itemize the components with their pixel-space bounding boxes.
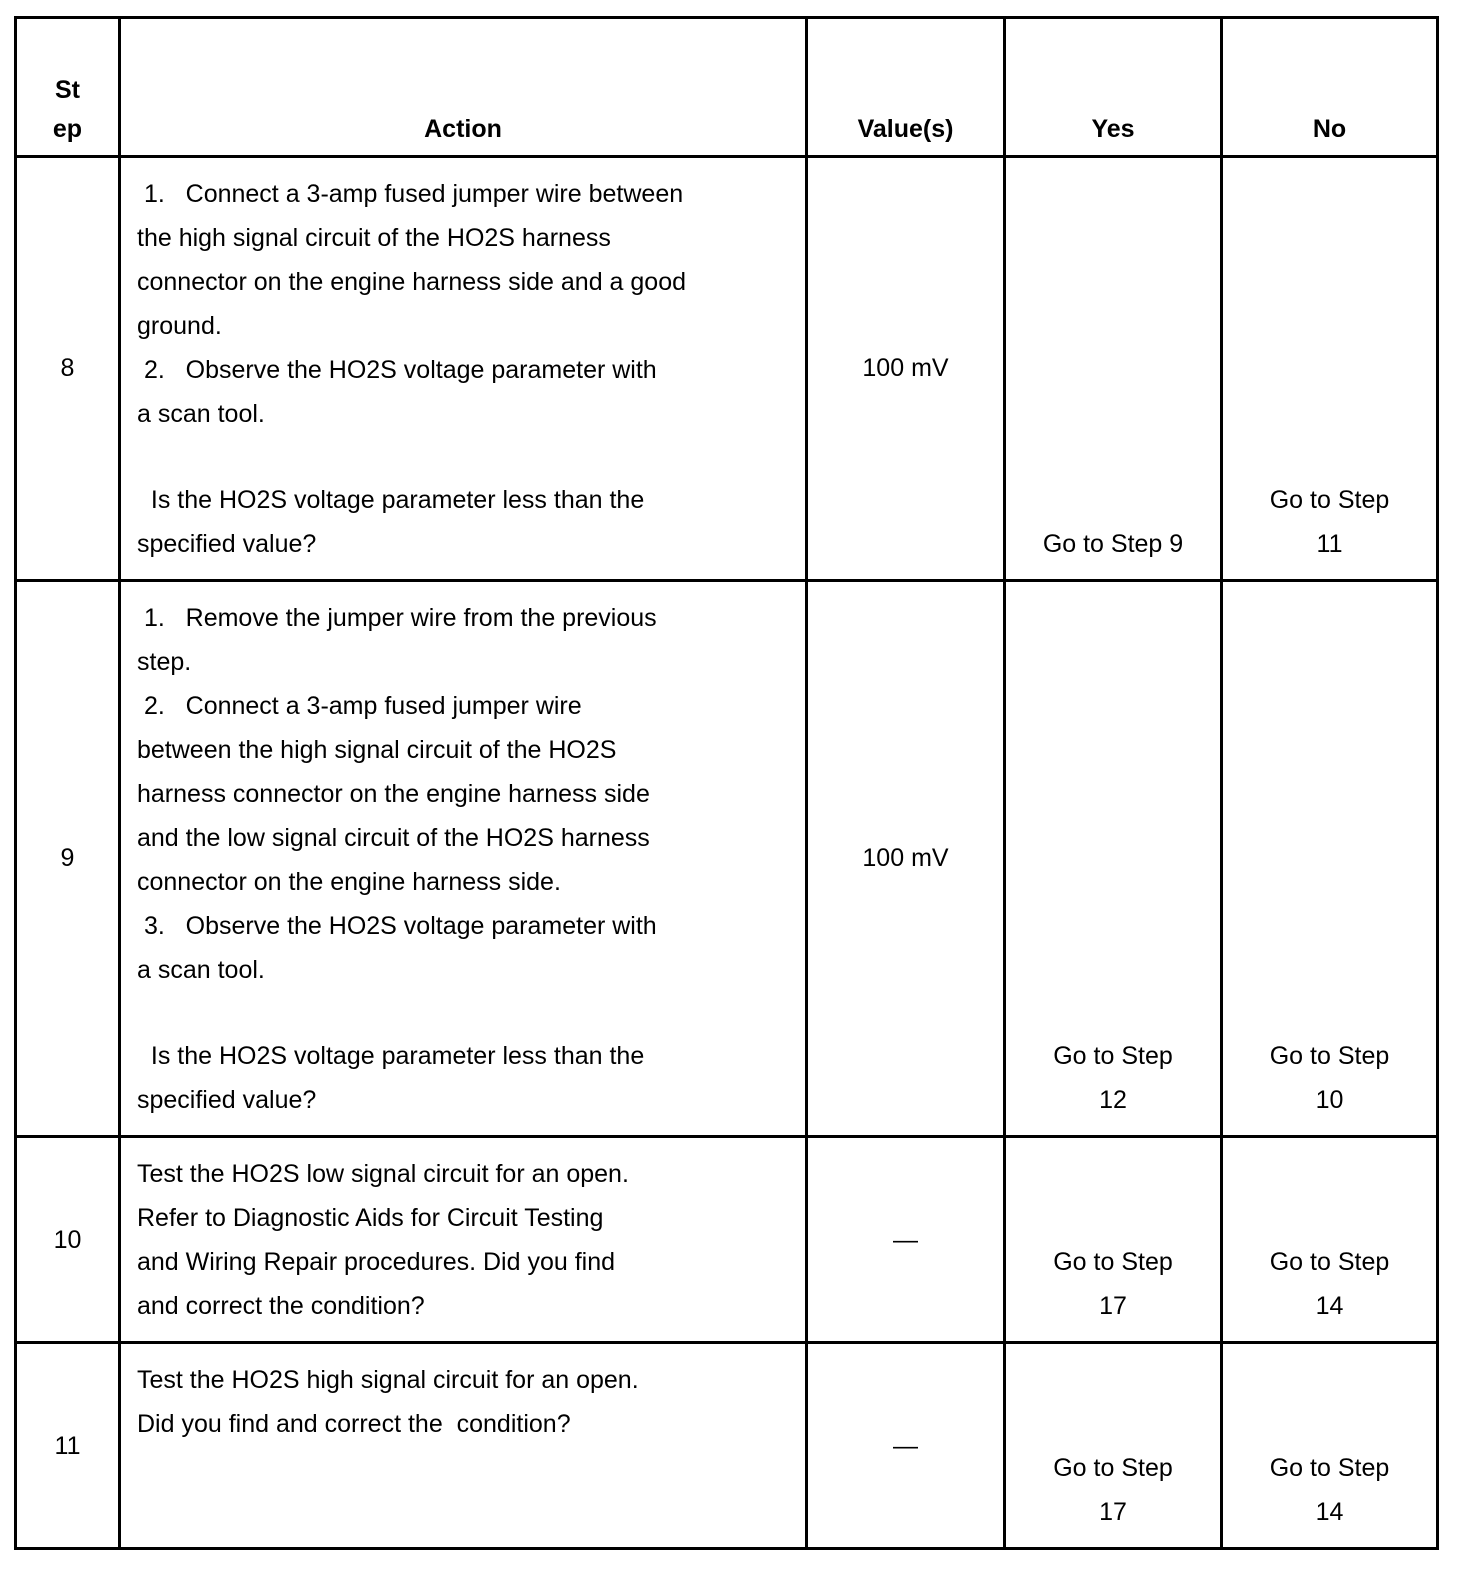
no-text: Go to Step 14 — [1269, 1454, 1390, 1526]
no-cell — [1220, 582, 1436, 1135]
no-text: Go to Step 14 — [1269, 1248, 1390, 1320]
header-no — [1220, 19, 1436, 155]
value-cell — [805, 1344, 1003, 1547]
question-line: specified value? — [137, 530, 317, 558]
action-line: a scan tool. — [137, 400, 265, 428]
no-cell — [1220, 1138, 1436, 1341]
table-row — [17, 1341, 1436, 1547]
question-line: specified value? — [137, 1086, 317, 1114]
value-cell — [805, 582, 1003, 1135]
action-text — [137, 172, 795, 436]
table-row — [17, 1135, 1436, 1341]
value-text: 100 mV — [862, 354, 949, 382]
action-cell — [118, 582, 805, 1135]
action-text — [137, 596, 795, 992]
action-cell — [118, 158, 805, 579]
action-line: connector on the engine harness side. — [137, 868, 561, 896]
step-cell — [17, 158, 118, 579]
diagnostic-table — [14, 16, 1439, 1550]
action-line: step. — [137, 648, 192, 676]
header-values — [805, 19, 1003, 155]
action-line: Did you find and correct the condition? — [137, 1410, 571, 1438]
yes-cell — [1003, 582, 1220, 1135]
question-line: Is the HO2S voltage parameter less than the — [137, 1042, 645, 1070]
action-cell — [118, 1344, 805, 1547]
yes-text: Go to Step 17 — [1053, 1248, 1173, 1320]
step-cell — [17, 1138, 118, 1341]
value-text: — — [893, 1432, 918, 1460]
step-number: 9 — [60, 844, 75, 872]
question-line: Is the HO2S voltage parameter less than the — [137, 486, 645, 514]
action-line: the high signal circuit of the HO2S harness — [137, 224, 611, 252]
header-step-label: St ep — [52, 76, 83, 143]
header-action-label: Action — [424, 115, 502, 143]
action-line: ground. — [137, 312, 222, 340]
header-values-label: Value(s) — [857, 115, 954, 143]
value-text: 100 mV — [862, 844, 949, 872]
action-question — [137, 1034, 795, 1122]
action-line: and correct the condition? — [137, 1292, 425, 1320]
action-line: Refer to Diagnostic Aids for Circuit Testing — [137, 1204, 604, 1232]
no-text: Go to Step 11 — [1269, 486, 1390, 558]
header-action — [118, 19, 805, 155]
value-text: — — [893, 1226, 918, 1254]
action-line: and the low signal circuit of the HO2S harness — [137, 824, 650, 852]
no-cell — [1220, 158, 1436, 579]
step-number: 10 — [53, 1226, 82, 1254]
value-cell — [805, 1138, 1003, 1341]
action-line: 1. Connect a 3-amp fused jumper wire between — [137, 180, 684, 208]
table-row — [17, 579, 1436, 1135]
action-line: 2. Connect a 3-amp fused jumper wire — [137, 692, 582, 720]
header-no-label: No — [1312, 115, 1347, 143]
step-cell — [17, 582, 118, 1135]
header-step — [17, 19, 118, 155]
step-number: 8 — [60, 354, 75, 382]
header-yes-label: Yes — [1091, 115, 1135, 143]
action-text — [137, 1152, 795, 1328]
action-line: 2. Observe the HO2S voltage parameter with — [137, 356, 657, 384]
action-line: Test the HO2S low signal circuit for an open. — [137, 1160, 629, 1188]
yes-text: Go to Step 17 — [1053, 1454, 1173, 1526]
action-line: and Wiring Repair procedures. Did you find — [137, 1248, 616, 1276]
action-line: 3. Observe the HO2S voltage parameter with — [137, 912, 657, 940]
table-row — [17, 155, 1436, 579]
yes-cell — [1003, 1344, 1220, 1547]
yes-text: Go to Step 9 — [1042, 530, 1184, 558]
action-cell — [118, 1138, 805, 1341]
header-yes — [1003, 19, 1220, 155]
value-cell — [805, 158, 1003, 579]
action-line: connector on the engine harness side and a good — [137, 268, 687, 296]
table-header-row — [17, 19, 1436, 155]
action-question — [137, 478, 795, 566]
step-number: 11 — [54, 1432, 81, 1460]
no-cell — [1220, 1344, 1436, 1547]
step-cell — [17, 1344, 118, 1547]
yes-cell — [1003, 1138, 1220, 1341]
yes-text: Go to Step 12 — [1053, 1042, 1173, 1114]
action-line: 1. Remove the jumper wire from the previous — [137, 604, 657, 632]
action-line: between the high signal circuit of the HO2S — [137, 736, 617, 764]
yes-cell — [1003, 158, 1220, 579]
no-text: Go to Step 10 — [1269, 1042, 1390, 1114]
action-line: a scan tool. — [137, 956, 265, 984]
action-line: Test the HO2S high signal circuit for an open. — [137, 1366, 639, 1394]
action-text — [137, 1358, 795, 1446]
action-line: harness connector on the engine harness side — [137, 780, 650, 808]
